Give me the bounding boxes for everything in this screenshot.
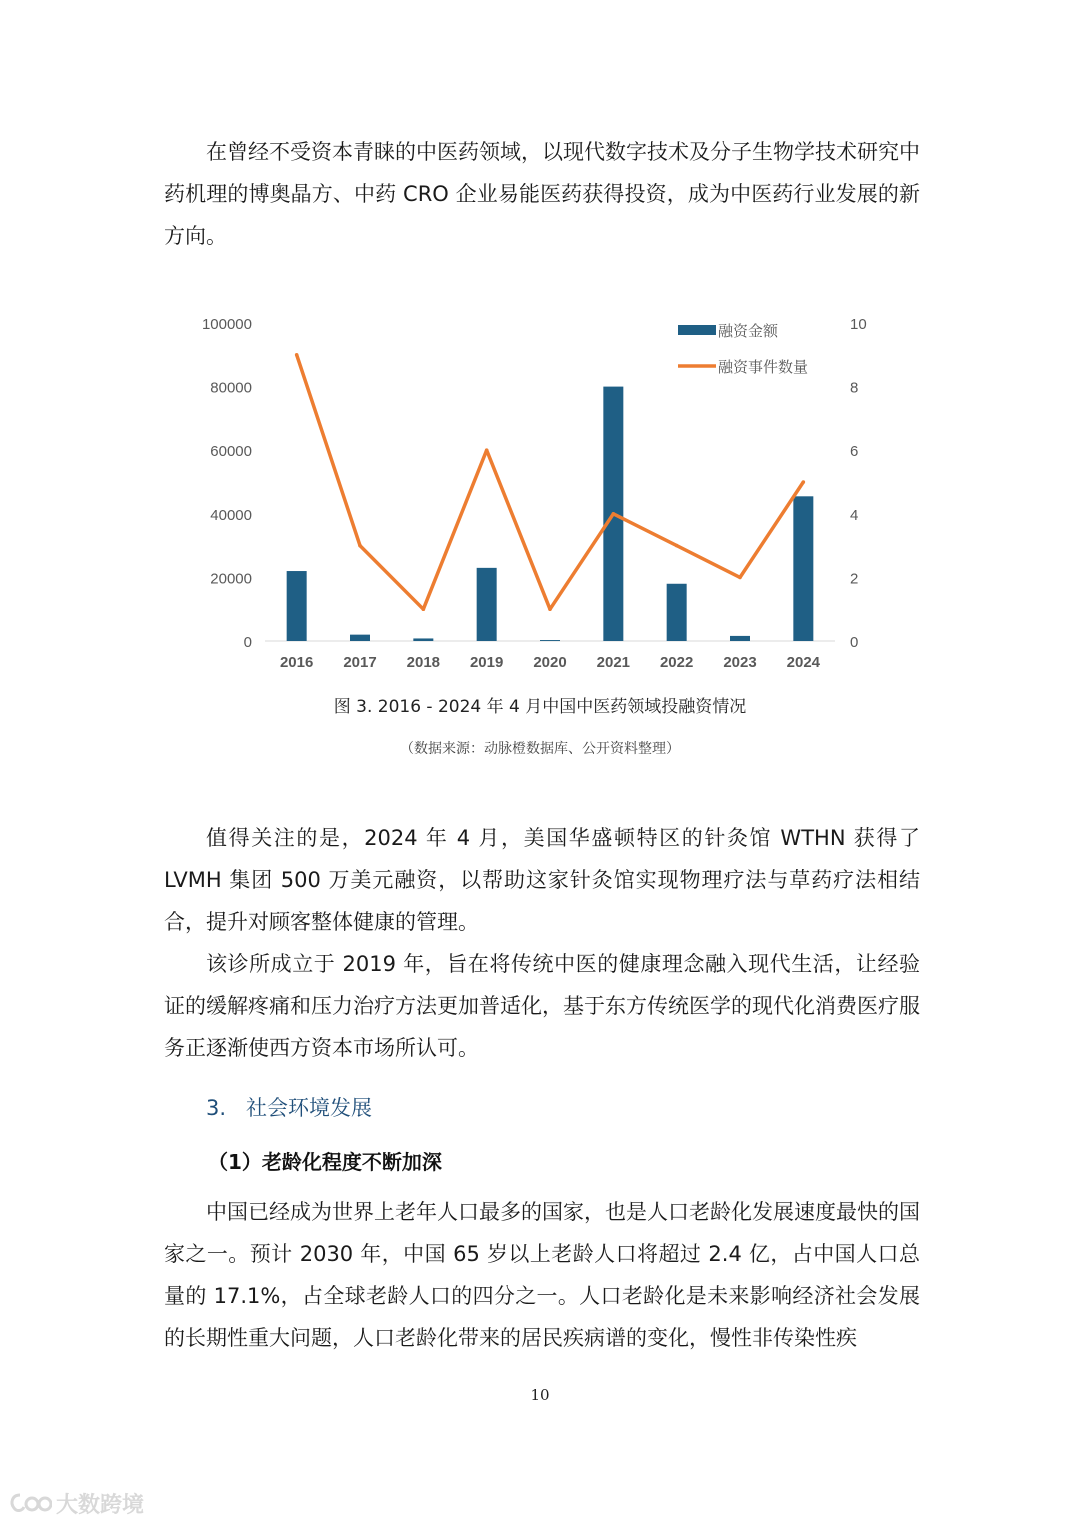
legend-bar-label: 融资金额 xyxy=(718,323,779,340)
y-right-tick-label: 4 xyxy=(850,506,859,524)
y-right-tick-label: 2 xyxy=(850,570,859,588)
bar-2020 xyxy=(540,640,560,641)
bar-2016 xyxy=(287,571,307,641)
x-tick-label: 2019 xyxy=(469,654,504,671)
bar-2024 xyxy=(793,496,813,641)
y-right-tick-label: 0 xyxy=(850,634,859,651)
bar-2018 xyxy=(413,638,433,641)
figure-source: （数据来源：动脉橙数据库、公开资料整理） xyxy=(400,741,680,757)
line-point-2021 xyxy=(612,512,616,516)
y-right-tick-label: 6 xyxy=(850,443,859,461)
bar-2023 xyxy=(730,636,750,641)
watermark-logo-icon xyxy=(8,1491,52,1517)
aging-paragraph: 中国已经成为世界上老年人口最多的国家，也是人口老龄化发展速度最快的国家之一。预计 2030 年，中国 65 岁以上老龄人口将超过 2.4 亿，占中国人口总量的 17.1%，占全球老龄人口的四分之一。人口老龄化是未来影响经济社会发展的长期性重大问题，人口老龄化带来的居民疾病谱的变化，慢性非传染性疾 xyxy=(164,1200,920,1350)
page-number: 10 xyxy=(530,1386,550,1404)
line-point-2016 xyxy=(295,353,299,357)
y-right-tick-label: 10 xyxy=(850,316,867,333)
y-left-tick-label: 20000 xyxy=(210,570,252,588)
line-point-2020 xyxy=(548,607,552,611)
x-tick-label: 2020 xyxy=(533,654,567,671)
section-number: 3. xyxy=(206,1096,227,1120)
subsection-heading: （1）老龄化程度不断加深 xyxy=(208,1150,442,1174)
legend-bar-swatch xyxy=(678,325,716,335)
line-point-2024 xyxy=(802,480,806,484)
section-title: 社会环境发展 xyxy=(246,1096,372,1120)
watermark xyxy=(8,1488,144,1519)
x-tick-label: 2022 xyxy=(659,654,694,671)
x-tick-label: 2016 xyxy=(279,654,314,671)
y-left-tick-label: 80000 xyxy=(210,379,252,397)
y-left-tick-label: 60000 xyxy=(210,443,252,461)
line-point-2022 xyxy=(675,544,679,548)
y-left-tick-label: 100000 xyxy=(201,316,252,333)
line-point-2018 xyxy=(422,607,426,611)
bar-2017 xyxy=(350,635,370,641)
intro-paragraph: 在曾经不受资本青睐的中医药领域，以现代数字技术及分子生物学技术研究中药机理的博奥晶方、中药 CRO 企业易能医药获得投资，成为中医药行业发展的新方向。 xyxy=(164,140,920,248)
line-point-2023 xyxy=(738,576,742,580)
bar-2019 xyxy=(477,568,497,641)
y-left-tick-label: 40000 xyxy=(210,506,252,524)
section-heading xyxy=(206,1092,372,1122)
financing-chart xyxy=(180,300,880,690)
y-left-tick-label: 0 xyxy=(243,634,252,651)
bar-2022 xyxy=(667,584,687,641)
line-point-2019 xyxy=(485,448,489,452)
x-tick-label: 2017 xyxy=(343,654,377,671)
x-tick-label: 2023 xyxy=(723,654,757,671)
y-right-tick-label: 8 xyxy=(850,379,859,397)
line-point-2017 xyxy=(358,544,362,548)
clinic-paragraph: 该诊所成立于 2019 年，旨在将传统中医的健康理念融入现代生活，让经验证的缓解疼痛和压力治疗方法更加普适化，基于东方传统医学的现代化消费医疗服务正逐渐使西方资本市场所认可。 xyxy=(164,952,920,1060)
legend-line-label: 融资事件数量 xyxy=(718,359,809,376)
x-tick-label: 2024 xyxy=(786,654,821,671)
wthn-paragraph: 值得关注的是，2024 年 4 月，美国华盛顿特区的针灸馆 WTHN 获得了 LVMH 集团 500 万美元融资，以帮助这家针灸馆实现物理疗法与草药疗法相结合，提升对顾客整体健康的管理。 xyxy=(164,826,920,934)
watermark-text: 大数跨境 xyxy=(56,1493,145,1518)
x-tick-label: 2018 xyxy=(406,654,441,671)
figure-caption: 图 3. 2016 - 2024 年 4 月中国中医药领域投融资情况 xyxy=(333,697,747,717)
line-series-event-count xyxy=(297,355,804,609)
x-tick-label: 2021 xyxy=(596,654,631,671)
